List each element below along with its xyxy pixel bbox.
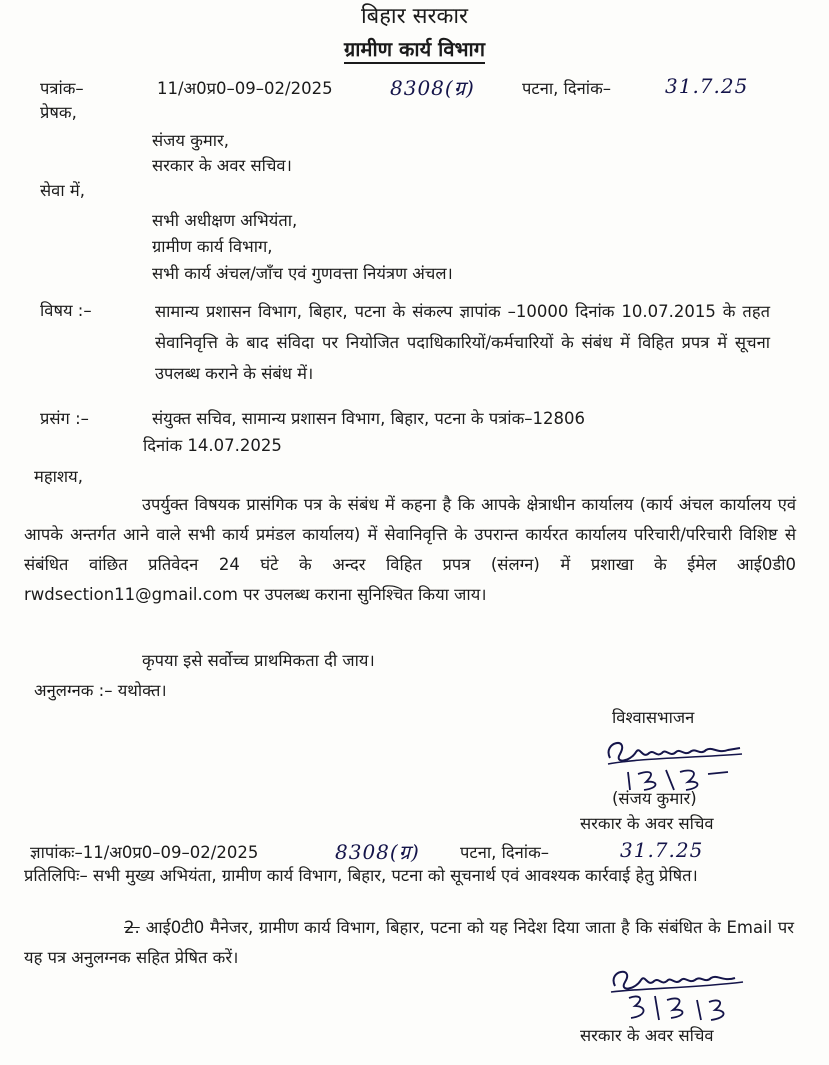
- government-heading: बिहार सरकार: [360, 4, 469, 29]
- body-paragraph-2: कृपया इसे सर्वोच्च प्राथमिकता दी जाय।: [142, 651, 375, 670]
- recipient-line3: सभी कार्य अंचल/जाँच एवं गुणवत्ता नियंत्रण अंचल।: [152, 264, 453, 283]
- ref-handwritten: 8308(ग्र): [390, 76, 475, 100]
- reference-line2: दिनांक 14.07.2025: [143, 436, 282, 455]
- signature-mark: [600, 728, 750, 794]
- memo-signature-mark: [605, 958, 755, 1024]
- place-date-label: पटना, दिनांक–: [522, 79, 611, 98]
- ref-label: पत्रांक–: [40, 79, 84, 98]
- recipient-line2: ग्रामीण कार्य विभाग,: [152, 237, 273, 256]
- enclosure: अनुलग्नक :– यथोक्त।: [34, 681, 167, 700]
- memo-handwritten: 8308(ग्र): [335, 840, 420, 864]
- memo-signature-designation: सरकार के अवर सचिव: [580, 1026, 714, 1045]
- memo-label-number: ज्ञापांकः–11/अ0प्र0–09–02/2025: [30, 843, 259, 862]
- reference-label: प्रसंग :–: [40, 409, 89, 428]
- memo-place-date-label: पटना, दिनांक–: [460, 843, 549, 862]
- to-label: सेवा में,: [40, 181, 85, 200]
- copy-item-2-text: आई0टी0 मैनेजर, ग्रामीण कार्य विभाग, बिहार, पटना को यह निदेश दिया जाता है कि संबंधित के Email पर यह पत्र अनुलग्नक सहित प्रेषित करें।: [24, 918, 794, 967]
- subject-text: सामान्य प्रशासन विभाग, बिहार, पटना के संकल्प ज्ञापांक –10000 दिनांक 10.07.2015 के तहत सेवानिवृत्ति के बाद संविदा पर नियोजित पदाधिकारियों/कर्मचारियों के संबंध में विहित प्रपत्र में सूचना उपलब्ध कराने के संबंध में।: [155, 302, 770, 383]
- reference-line1: संयुक्त सचिव, सामान्य प्रशासन विभाग, बिहार, पटना के पत्रांक–12806: [152, 409, 585, 428]
- salutation: महाशय,: [34, 467, 83, 486]
- recipient-line1: सभी अधीक्षण अभियंता,: [152, 211, 298, 230]
- closing: विश्वासभाजन: [612, 708, 695, 727]
- copy-item-1: प्रतिलिपिः– सभी मुख्य अभियंता, ग्रामीण कार्य विभाग, बिहार, पटना को सूचनार्थ एवं आवश्यक कार्रवाई हेतु प्रेषित।: [24, 866, 698, 885]
- sender-name: संजय कुमार,: [152, 131, 230, 150]
- signature-designation: सरकार के अवर सचिव: [580, 814, 714, 833]
- date-handwritten: 31.7.25: [665, 74, 749, 98]
- sender-label: प्रेषक,: [40, 103, 77, 122]
- subject-label: विषय :–: [40, 301, 92, 320]
- ref-number: 11/अ0प्र0–09–02/2025: [157, 79, 333, 98]
- department-heading: [0, 38, 829, 60]
- sender-designation: सरकार के अवर सचिव।: [152, 156, 292, 175]
- memo-date-handwritten: 31.7.25: [620, 838, 704, 862]
- body-paragraph-1: उपर्युक्त विषयक प्रासंगिक पत्र के संबंध में कहना है कि आपके क्षेत्राधीन कार्यालय (कार्य अंचल कार्यालय एवं आपके अन्तर्गत आने वाले सभी कार्य प्रमंडल कार्यालय) में सेवानिवृत्ति के उपरान्त कार्यरत कार्यालय परिचारी/परिचारी विशिष्ट से संबंधित वांछित प्रतिवेदन 24 घंटे के अन्दर विहित प्रपत्र (संलग्न) में प्रशाखा के ईमेल आई0डी0 rwdsection11@gmail.com पर उपलब्ध कराना सुनिश्चित किया जाय।: [24, 495, 796, 604]
- department-heading-text: ग्रामीण कार्य विभाग: [344, 37, 485, 64]
- copy-item-2-number: 2.: [124, 918, 140, 937]
- signature-name: (संजय कुमार): [612, 789, 697, 808]
